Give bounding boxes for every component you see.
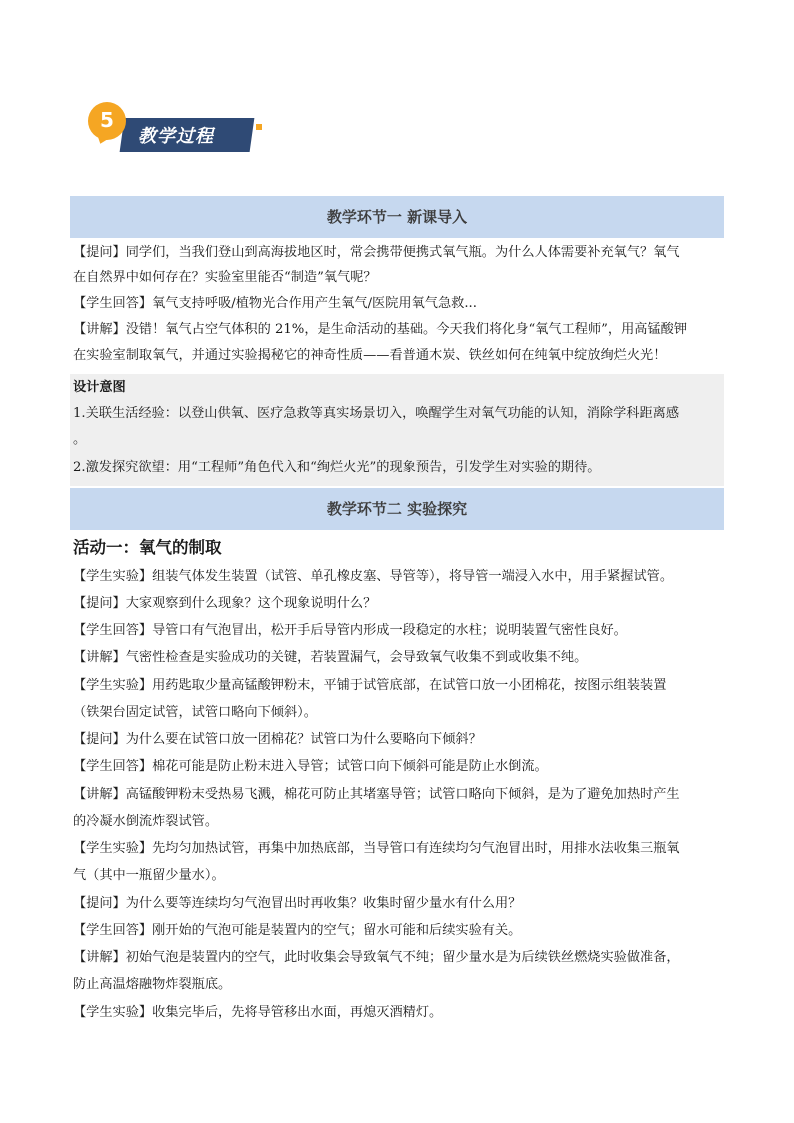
section2-line: 【讲解】高锰酸钾粉末受热易飞溅，棉花可防止其堵塞导管；试管口略向下倾斜，是为了避免加热时产生	[73, 787, 680, 802]
section2-line: 【讲解】初始气泡是装置内的空气，此时收集会导致氧气不纯；留少量水是为后续铁丝燃烧实验做准备，	[73, 950, 680, 965]
design-intent-title: 设计意图	[73, 380, 126, 395]
badge-dot	[256, 124, 262, 130]
section1-line: 【学生回答】氧气支持呼吸/植物光合作用产生氧气/医院用氧气急救...	[73, 296, 477, 311]
section2-line: 【提问】为什么要等连续均匀气泡冒出时再收集？收集时留少量水有什么用？	[73, 896, 522, 911]
section1-line: 在自然界中如何存在？实验室里能否“制造”氧气呢？	[73, 270, 377, 285]
section1-header: 教学环节一 新课导入	[70, 196, 724, 238]
section2-line: 【学生实验】组装气体发生装置（试管、单孔橡皮塞、导管等），将导管一端浸入水中，用手紧握试管。	[73, 569, 674, 584]
section-badge	[82, 100, 262, 160]
section2-line: 【学生回答】棉花可能是防止粉末进入导管；试管口向下倾斜可能是防止水倒流。	[73, 759, 548, 774]
section2-line: 【讲解】气密性检查是实验成功的关键，若装置漏气，会导致氧气收集不到或收集不纯。	[73, 650, 588, 665]
design-intent-line: 。	[73, 432, 87, 447]
badge-title: 教学过程	[138, 126, 214, 147]
section2-line: 【学生实验】先均匀加热试管，再集中加热底部，当导管口有连续均匀气泡冒出时，用排水法收集三瓶氧	[73, 841, 680, 856]
section2-line: 【学生实验】用药匙取少量高锰酸钾粉末，平铺于试管底部，在试管口放一小团棉花，按图示组装装置	[73, 678, 667, 693]
section2-line: 【学生回答】刚开始的气泡可能是装置内的空气；留水可能和后续实验有关。	[73, 923, 522, 938]
design-intent-line: 1.关联生活经验：以登山供氧、医疗急救等真实场景切入，唤醒学生对氧气功能的认知，消除学科距离感	[73, 406, 680, 421]
section1-line: 在实验室制取氧气，并通过实验揭秘它的神奇性质——看普通木炭、铁丝如何在纯氧中绽放绚烂火光！	[73, 348, 667, 363]
section2-line: 【学生回答】导管口有气泡冒出，松开手后导管内形成一段稳定的水柱；说明装置气密性良好。	[73, 623, 627, 638]
section2-line: 【提问】为什么要在试管口放一团棉花？试管口为什么要略向下倾斜？	[73, 732, 482, 747]
section2-line: 气（其中一瓶留少量水）。	[73, 868, 225, 883]
section2-line: 的冷凝水倒流炸裂试管。	[73, 814, 219, 829]
section2-header: 教学环节二 实验探究	[70, 488, 724, 530]
badge-number: 5	[88, 102, 126, 140]
design-intent-line: 2.激发探究欲望：用“工程师”角色代入和“绚烂火光”的现象预告，引发学生对实验的期待。	[73, 460, 601, 475]
section2-line: 防止高温熔融物炸裂瓶底。	[73, 977, 232, 992]
section2-line: 【提问】大家观察到什么现象？这个现象说明什么？	[73, 596, 377, 611]
activity-title: 活动一：氧气的制取	[73, 538, 222, 557]
section1-line: 【讲解】没错！氧气占空气体积的 21%，是生命活动的基础。今天我们将化身“氧气工程师”，用高锰酸钾	[73, 322, 688, 337]
section2-line: 【学生实验】收集完毕后，先将导管移出水面，再熄灭酒精灯。	[73, 1005, 443, 1020]
section1-line: 【提问】同学们，当我们登山到高海拔地区时，常会携带便携式氧气瓶。为什么人体需要补充氧气？氧气	[73, 245, 680, 260]
section2-line: （铁架台固定试管，试管口略向下倾斜）。	[73, 705, 317, 720]
